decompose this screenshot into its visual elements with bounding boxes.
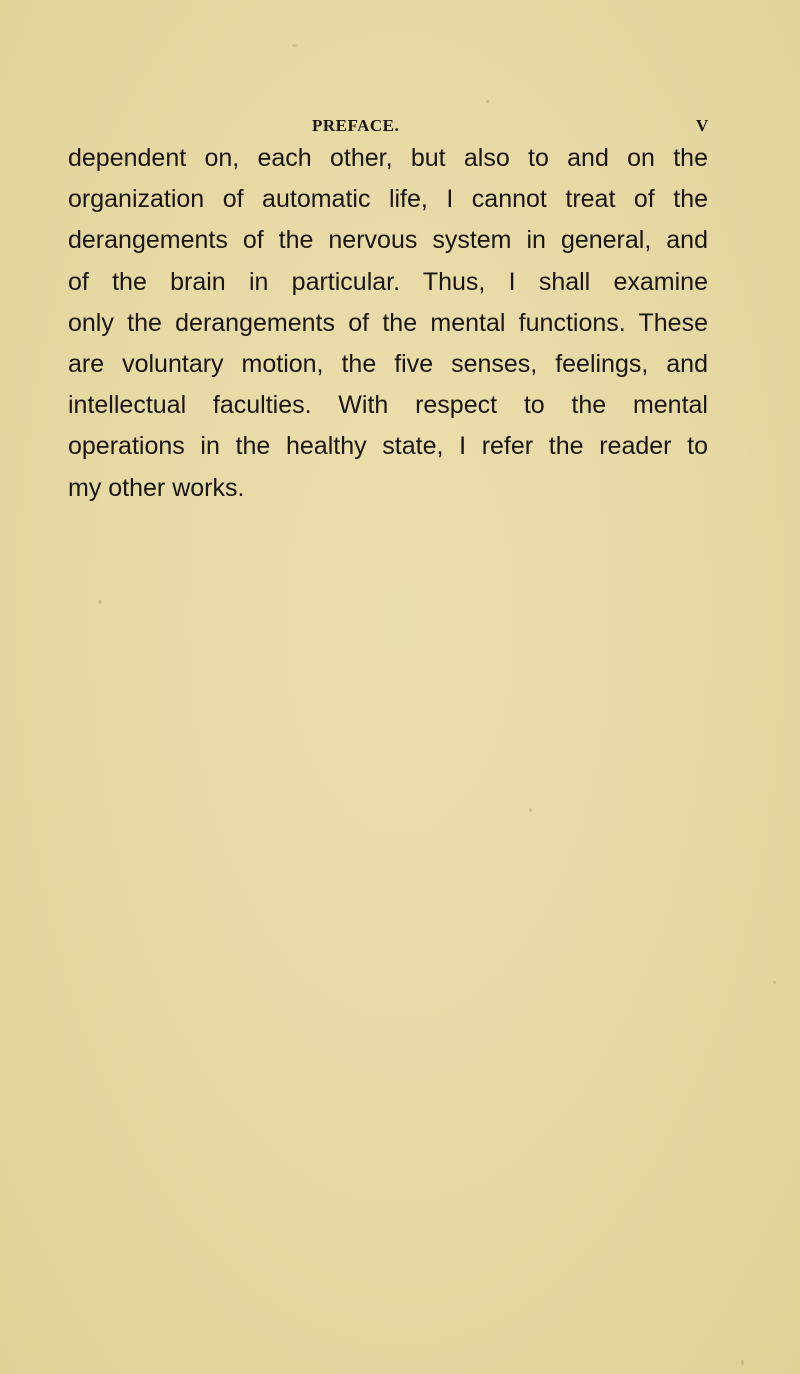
page-number: V — [696, 116, 709, 135]
paper-speck — [98, 600, 102, 604]
text-line: my other works. — [68, 473, 245, 502]
text-line: are voluntary motion, the five senses, feelings, and — [68, 350, 708, 379]
paper-speck — [529, 808, 532, 812]
page-header-title: PREFACE. — [312, 116, 400, 135]
text-line: only the derangements of the mental functions. These — [68, 308, 708, 337]
text-line: of the brain in particular. Thus, I shall examine — [68, 267, 708, 296]
body-paragraph — [68, 138, 708, 509]
text-line: organization of automatic life, I cannot treat of the — [68, 185, 708, 214]
text-line: intellectual faculties. With respect to the mental — [68, 391, 708, 420]
text-line: dependent on, each other, but also to and on the — [68, 144, 708, 172]
text-line: operations in the healthy state, I refer the reader to — [68, 432, 708, 461]
paper-speck — [773, 981, 776, 984]
text-line: derangements of the nervous system in general, and — [68, 226, 708, 255]
running-head — [0, 116, 800, 140]
paper-speck — [292, 44, 297, 47]
paper-speck — [741, 1360, 744, 1366]
paper-speck — [486, 100, 489, 103]
